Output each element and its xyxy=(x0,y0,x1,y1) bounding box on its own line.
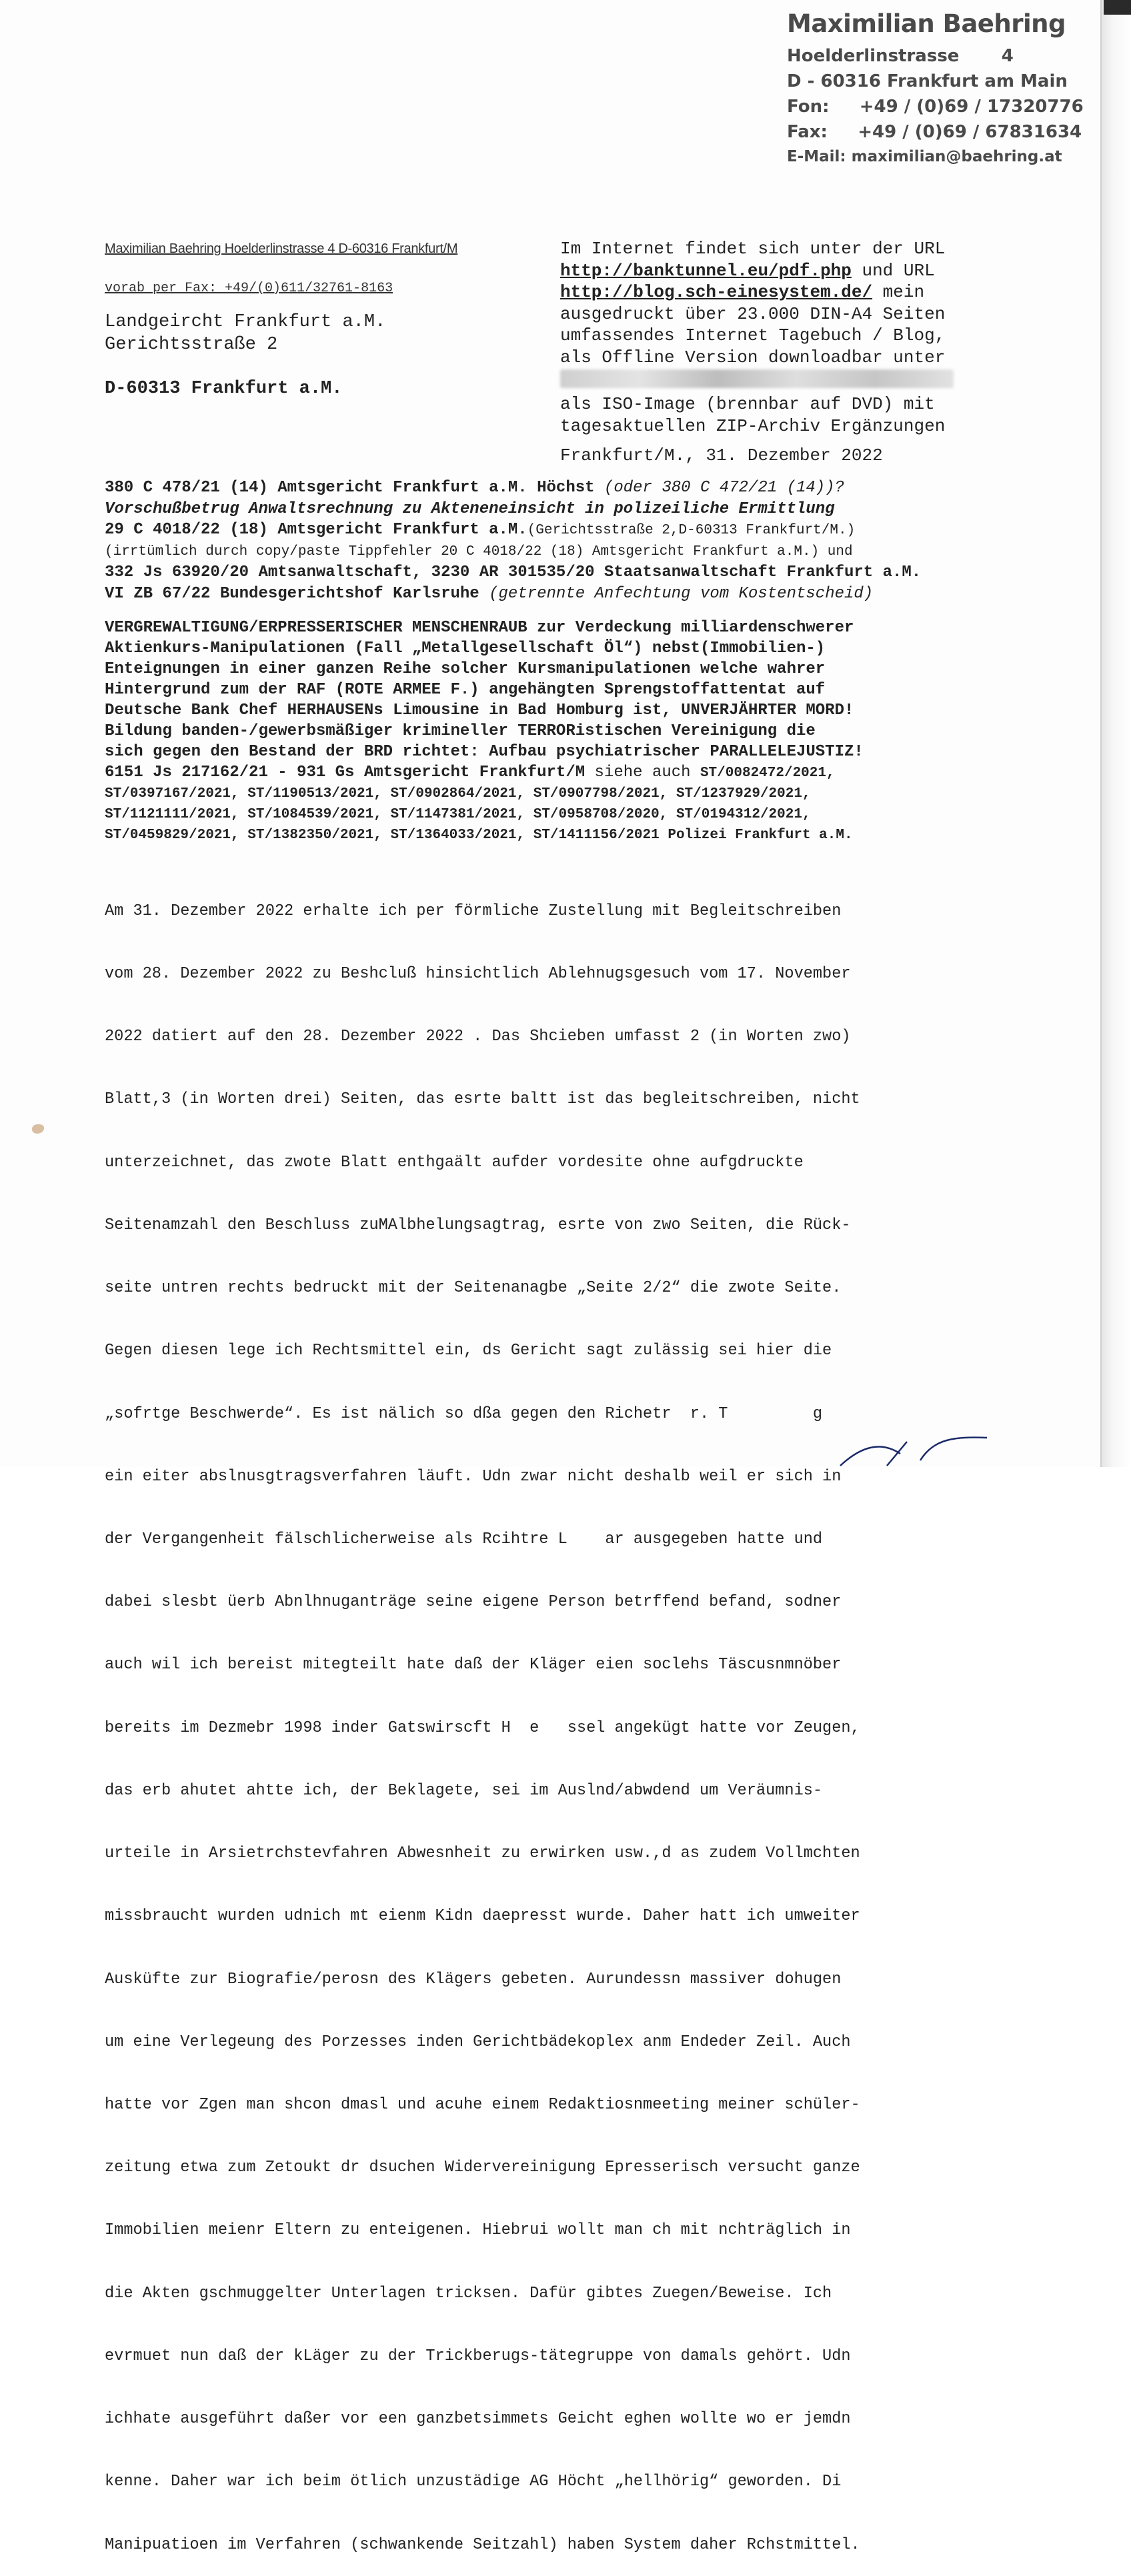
subject-headline xyxy=(105,617,1002,846)
ref-line-1 xyxy=(105,477,998,499)
letter-date: Frankfurt/M., 31. Dezember 2022 xyxy=(560,445,883,465)
body-line: der Vergangenheit fälschlicherweise als Rcihtre L ar ausgegeben hatte und xyxy=(105,1530,823,1548)
body-line: ein eiter abslnusgtragsverfahren läuft. Udn zwar nicht deshalb weil er sich in xyxy=(105,1467,842,1486)
body-line: Am 31. Dezember 2022 erhalte ich per förmliche Zustellung mit Begleitschreiben xyxy=(105,902,842,920)
body-line: kenne. Daher war ich beim ötlich unzustädige AG Höcht „hellhörig“ geworden. Di xyxy=(105,2473,842,2491)
info-line-4: ausgedruckt über 23.000 DIN-A4 Seiten xyxy=(560,303,946,324)
letterhead xyxy=(787,9,1084,169)
body-line: seite untren rechts bedruckt mit der Seitenanagbe „Seite 2/2“ die zwote Seite. xyxy=(105,1279,842,1298)
body-line: zeitung etwa zum Zetoukt dr dsuchen Widervereinigung Epresserisch versucht ganze xyxy=(105,2159,860,2177)
ref-line-6 xyxy=(105,583,998,605)
ref-case-1: 380 C 478/21 (14) Amtsgericht Frankfurt a.M. Höchst xyxy=(105,479,595,497)
letterhead-phone: Fon: +49 / (0)69 / 17320776 xyxy=(787,97,1084,117)
body-line: die Akten gschmuggelter Unterlagen tricksen. Dafür gibtes Zuegen/Beweise. Ich xyxy=(105,2284,832,2303)
letterhead-fax: Fax: +49 / (0)69 / 67831634 xyxy=(787,122,1082,142)
recipient-address xyxy=(105,311,385,356)
letterhead-name: Maximilian Baehring xyxy=(787,9,1066,38)
page-edge-shadow xyxy=(1102,0,1131,1467)
internet-info xyxy=(560,238,1000,437)
headline-line-8 xyxy=(105,762,1002,784)
body-line: Immobilien meienr Eltern zu enteigenen. Hiebrui wollt man ch mit nchträglich in xyxy=(105,2221,851,2240)
body-line: Ausküfte zur Biografie/perosn des Klägers gebeten. Aurundessn massiver dohugen xyxy=(105,1970,842,1989)
headline-line-7: sich gegen den Bestand der BRD richtet: Aufbau psychiatrischer PARALLELEJUSTIZ! xyxy=(105,743,864,761)
recipient-street: Gerichtsstraße 2 xyxy=(105,335,278,355)
headline-line-9: ST/0397167/2021, ST/1190513/2021, ST/0902864/2021, ST/0907798/2021, ST/1237929/2021, xyxy=(105,786,811,802)
ref-case-bgh: VI ZB 67/22 Bundesgerichtshof Karlsruhe xyxy=(105,584,479,603)
headline-see-also: siehe auch xyxy=(585,764,700,782)
headline-line-4: Hintergrund zum der RAF (ROTE ARMEE F.) angehängten Sprengstoffattentat auf xyxy=(105,681,826,699)
info-and: und URL xyxy=(851,260,935,281)
letterhead-email: E-Mail: maximilian@baehring.at xyxy=(787,148,1062,165)
headline-line-6: Bildung banden-/gewerbsmäßiger krimineller TERRORistischen Vereinigung die xyxy=(105,722,816,740)
ref-line-5: 332 Js 63920/20 Amtsanwaltschaft, 3230 AR 301535/20 Staatsanwaltschaft Frankfurt a.M. xyxy=(105,563,922,581)
info-line-7: als ISO-Image (brennbar auf DVD) mit xyxy=(560,394,935,414)
body-line: dabei slesbt üerb Abnlhnuganträge seine eigene Person betrffend befand, sodner xyxy=(105,1593,842,1612)
headline-case: 6151 Js 217162/21 - 931 Gs Amtsgericht Frankfurt/M xyxy=(105,764,586,782)
body-line: ichhate ausgeführt daßer vor een ganzbetsimmets Geicht eghen wollte wo er jemdn xyxy=(105,2410,851,2429)
body-line: vom 28. Dezember 2022 zu Beshcluß hinsichtlich Ablehnugsgesuch vom 17. November xyxy=(105,965,851,984)
ref-case-1-alt: (oder 380 C 472/21 (14))? xyxy=(594,479,844,497)
recipient-name: Landgeircht Frankfurt a.M. xyxy=(105,312,386,332)
body-line: missbraucht wurden udnich mt eienm Kidn daepresst wurde. Daher hatt ich umweiter xyxy=(105,1907,860,1926)
body-line: Seitenamzahl den Beschluss zuMAlbhelungsagtrag, esrte von zwo Seiten, die Rück- xyxy=(105,1216,851,1234)
body-line: das erb ahutet ahtte ich, der Beklagete, sei im Auslnd/abwdend um Veräumnis- xyxy=(105,1781,823,1800)
body-line: evrmuet nun daß der kLäger zu der Trickberugs-tätegruppe von damals gehört. Udn xyxy=(105,2347,851,2365)
ref-case-2-address: (Gerichtsstraße 2,D-60313 Frankfurt/M.) xyxy=(527,523,856,538)
handwritten-signature xyxy=(820,1434,994,1467)
headline-line-1: VERGREWALTIGUNG/ERPRESSERISCHER MENSCHENRAUB zur Verdeckung milliardenschwerer xyxy=(105,619,854,637)
info-line-3 xyxy=(560,281,1000,303)
body-line: Blatt,3 (in Worten drei) Seiten, das esrte baltt ist das begleitschreiben, nicht xyxy=(105,1090,860,1109)
info-line-2 xyxy=(560,260,1000,282)
letterhead-city: D - 60316 Frankfurt am Main xyxy=(787,71,1068,91)
url-banktunnel[interactable]: http://banktunnel.eu/pdf.php xyxy=(560,260,852,281)
case-references xyxy=(105,477,998,604)
ref-line-2: Vorschußbetrug Anwaltsrechnung zu Akteneneinsicht in polizeiliche Ermittlung xyxy=(105,499,835,518)
ref-case-2: 29 C 4018/22 (18) Amtsgericht Frankfurt a.M. xyxy=(105,521,527,539)
recipient-city: D-60313 Frankfurt a.M. xyxy=(105,379,343,399)
info-line-6: als Offline Version downloadbar unter xyxy=(560,347,946,367)
info-line-8: tagesaktuellen ZIP-Archiv Ergänzungen xyxy=(560,415,946,436)
body-line: auch wil ich bereist mitegteilt hate daß der Kläger eien soclehs Täscusnmnöber xyxy=(105,1656,842,1674)
info-line-5: umfassendes Internet Tagebuch / Blog, xyxy=(560,325,946,345)
ref-line-3 xyxy=(105,519,998,541)
headline-line-11: ST/0459829/2021, ST/1382350/2021, ST/1364033/2021, ST/1411156/2021 Polizei Frankfurt a.M. xyxy=(105,828,853,843)
scan-border xyxy=(1104,0,1131,15)
body-text xyxy=(105,859,1005,2576)
letterhead-street: Hoelderlinstrasse 4 xyxy=(787,46,1014,66)
fax-line: vorab per Fax: +49/(0)611/32761-8163 xyxy=(105,281,393,296)
headline-line-5: Deutsche Bank Chef HERHAUSENs Limousine in Bad Homburg ist, UNVERJÄHRTER MORD! xyxy=(105,702,854,720)
body-line: Gegen diesen lege ich Rechtsmittel ein, ds Gericht sagt zulässig sei hier die xyxy=(105,1342,832,1360)
body-line: um eine Verlegeung des Porzesses inden Gerichtbädekoplex anm Endeder Zeil. Auch xyxy=(105,2033,851,2051)
body-line: bereits im Dezmebr 1998 inder Gatswirscft H e ssel angekügt hatte vor Zeugen, xyxy=(105,1718,860,1737)
redacted-url xyxy=(560,368,1000,393)
ref-case-bgh-note: (getrennte Anfechtung vom Kostentscheid) xyxy=(479,584,874,603)
sender-line: Maximilian Baehring Hoelderlinstrasse 4 D-60316 Frankfurt/M xyxy=(105,241,458,256)
body-line: urteile in Arsietrchstevfahren Abwesnheit zu erwirken usw.,d as zudem Vollmchten xyxy=(105,1844,860,1863)
info-mein: mein xyxy=(872,282,925,302)
body-line: 2022 datiert auf den 28. Dezember 2022 . Das Shcieben umfasst 2 (in Worten zwo) xyxy=(105,1028,851,1046)
info-line-1: Im Internet findet sich unter der URL xyxy=(560,239,946,259)
headline-st-first: ST/0082472/2021, xyxy=(700,766,835,781)
body-line: „sofrtge Beschwerde“. Es ist nälich so dßa gegen den Richetr r. T g xyxy=(105,1404,823,1423)
body-line: hatte vor Zgen man shcon dmasl und acuhe einem Redaktiosnmeeting meiner schüler- xyxy=(105,2095,860,2114)
body-line: Manipuatioen im Verfahren (schwankende Seitzahl) haben System daher Rchstmittel. xyxy=(105,2535,860,2554)
url-blog[interactable]: http://blog.sch-einesystem.de/ xyxy=(560,282,873,302)
ref-line-4: (irrtümlich durch copy/paste Tippfehler 20 C 4018/22 (18) Amtsgericht Frankfurt a.M.) und xyxy=(105,543,853,559)
body-line: unterzeichnet, das zwote Blatt enthgaält aufder vordesite ohne aufgdruckte xyxy=(105,1153,804,1172)
headline-line-10: ST/1121111/2021, ST/1084539/2021, ST/1147381/2021, ST/0958708/2020, ST/0194312/2021, xyxy=(105,807,811,822)
headline-line-3: Enteignungen in einer ganzen Reihe solcher Kursmanipulationen welche wahrer xyxy=(105,660,826,678)
headline-line-2: Aktienkurs-Manipulationen (Fall „Metallgesellschaft Öl“) nebst(Immobilien-) xyxy=(105,639,826,658)
